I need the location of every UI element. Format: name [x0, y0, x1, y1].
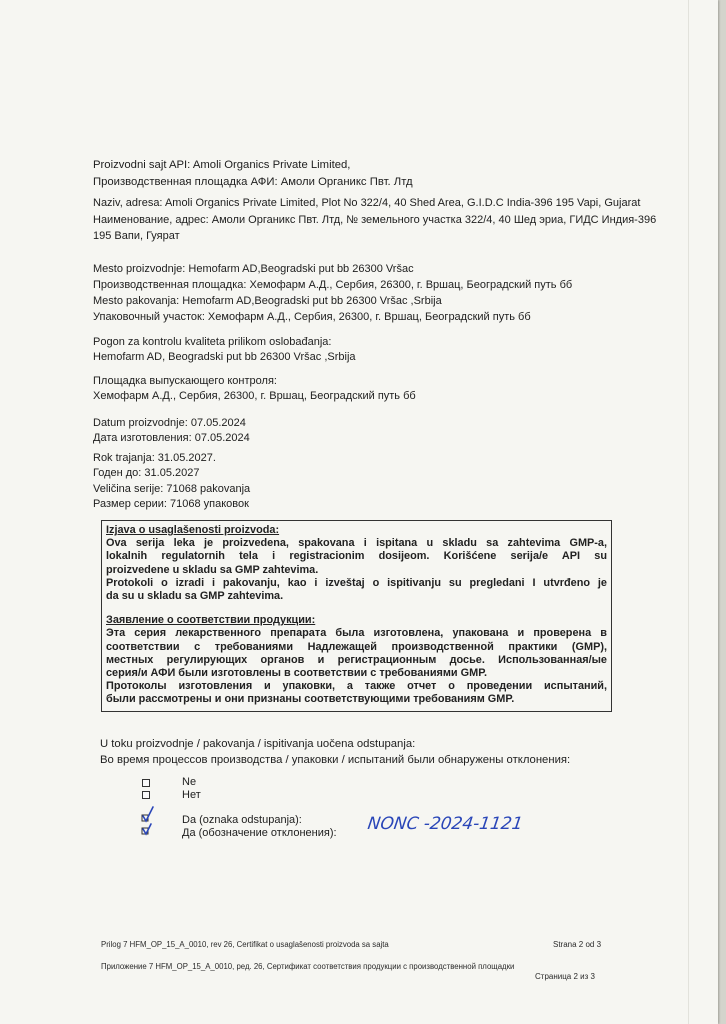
- footer-sr: Prilog 7 HFM_OP_15_A_0010, rev 26, Certifikat o usaglašenosti proizvoda sa sajta: [101, 940, 389, 949]
- batch-size-ru: Размер серии: 71068 упаковок: [93, 497, 249, 510]
- conformity-sr-line: da su u skladu sa GMP zahtevima.: [106, 590, 284, 603]
- packaging-site-sr: Mesto pakovanja: Hemofarm AD,Beogradski put bb 26300 Vršac ,Srbija: [93, 295, 442, 307]
- deviation-question: [100, 737, 570, 767]
- deviation-question-sr: U toku proizvodnje / pakovanja / ispitivanja uočena odstupanja:: [100, 738, 416, 750]
- checkmark-yes-ru-icon[interactable]: [140, 822, 156, 840]
- api-site-sr: Proizvodni sajt API: Amoli Organics Private Limited,: [93, 159, 351, 171]
- option-no-sr: Ne: [182, 776, 197, 788]
- option-yes-ru: Да (обозначение отклонения):: [182, 827, 337, 839]
- page-fold-line: [688, 0, 689, 1024]
- conformity-ru-line: серия/и АФИ были изготовлены в соответствии с требованиями GMP.: [106, 667, 488, 680]
- packaging-site-section: [93, 294, 531, 324]
- footer-page-sr: Strana 2 od 3: [553, 940, 602, 949]
- handwritten-deviation-number: [364, 808, 524, 836]
- conformity-ru-line: соответствии с требованиями Надлежащей производственной практики (GMP),: [106, 640, 607, 653]
- checkbox-no-sr[interactable]: [142, 779, 150, 787]
- production-date-sr: Datum proizvodnje: 07.05.2024: [93, 417, 246, 429]
- batch-size-section: [93, 482, 250, 511]
- conformity-sr-line: proizvedene u skladu sa GMP zahtevima.: [106, 563, 319, 576]
- api-site-ru: Производственная площадка АФИ: Амоли Органикс Пвт. Лтд: [93, 175, 413, 188]
- dates-section: [93, 416, 250, 480]
- conformity-ru-line: Эта серия лекарственного препарата была изготовлена, упакована и проверена в: [106, 627, 607, 640]
- conformity-sr-line: Ova serija leka je proizvedena, spakovana i ispitana u skladu sa zahtevima GMP-a,: [106, 537, 607, 550]
- release-site-section: [93, 335, 416, 403]
- batch-size-sr: Veličina serije: 71068 pakovanja: [93, 483, 251, 495]
- conformity-sr-line: Protokoli o izradi i pakovanju, kao i izveštaj o ispitivanju su pregledani I utvrđeno je: [106, 576, 607, 589]
- footer-ru: Приложение 7 HFM_OP_15_A_0010, ред. 26, Сертификат соответствия продукции с производственной площадки: [101, 962, 515, 971]
- option-no-ru: Нет: [182, 789, 201, 801]
- conformity-ru-line: были рассмотрены и они признаны соответствующими требованиям GMP.: [106, 693, 515, 706]
- conformity-ru-line: местных регулирующих органов и регистрационным досье. Использованная/ые: [106, 653, 607, 666]
- conformity-title-ru: Заявление о соответствии продукции:: [106, 614, 316, 627]
- api-site-section: [93, 158, 413, 189]
- production-site-section: [93, 262, 572, 292]
- production-site-ru: Производственная площадка: Хемофарм А.Д., Сербия, 26300, г. Вршац, Београдский путь бб: [93, 278, 573, 291]
- release-site-ru-label: Площадка выпускающего контроля:: [93, 375, 277, 388]
- conformity-statement-box: [101, 520, 612, 712]
- option-yes-sr: Da (oznaka odstupanja):: [182, 814, 302, 826]
- address-ru-cont: 195 Вапи, Гуярат: [93, 230, 180, 243]
- release-site-sr-value: Hemofarm AD, Beogradski put bb 26300 Vršac ,Srbija: [93, 350, 356, 363]
- deviation-question-ru: Во время процессов производства / упаковки / испытаний были обнаружены отклонения:: [100, 753, 571, 766]
- address-ru: Наименование, адрес: Амоли Органикс Пвт. Лтд, № земельного участка 322/4, 40 Шед эриа, ГИДС Индия-396: [93, 213, 657, 226]
- deviation-number-text: NONC -2024-1121: [366, 814, 524, 834]
- footer-page-ru: Страница 2 из 3: [535, 972, 595, 981]
- checkbox-no-ru[interactable]: [142, 791, 150, 799]
- production-site-sr: Mesto proizvodnje: Hemofarm AD,Beogradski put bb 26300 Vršac: [93, 263, 414, 275]
- release-site-ru-value: Хемофарм А.Д., Сербия, 26300, г. Вршац, Београдский путь бб: [93, 389, 416, 402]
- conformity-ru-line: Протоколы изготовления и упаковки, а также отчет о проведении испытаний,: [106, 680, 607, 693]
- address-section: [93, 196, 656, 244]
- packaging-site-ru: Упаковочный участок: Хемофарм А.Д., Сербия, 26300, г. Вршац, Београдский путь бб: [93, 310, 531, 323]
- address-sr: Naziv, adresa: Amoli Organics Private Limited, Plot No 322/4, 40 Shed Area, G.I.D.C India-396 195 Vapi, Gujarat: [93, 197, 641, 209]
- release-site-sr-label: Pogon za kontrolu kvaliteta prilikom oslobađanja:: [93, 336, 332, 348]
- conformity-sr-line: lokalnih regulatornih tela i registracionim dosijeom. Korišćene serija/e API su: [106, 550, 607, 563]
- production-date-ru: Дата изготовления: 07.05.2024: [93, 431, 250, 444]
- expiry-date-ru: Годен до: 31.05.2027: [93, 466, 200, 479]
- conformity-title-sr: Izjava o usaglašenosti proizvoda:: [106, 524, 280, 536]
- expiry-date-sr: Rok trajanja: 31.05.2027.: [93, 452, 216, 465]
